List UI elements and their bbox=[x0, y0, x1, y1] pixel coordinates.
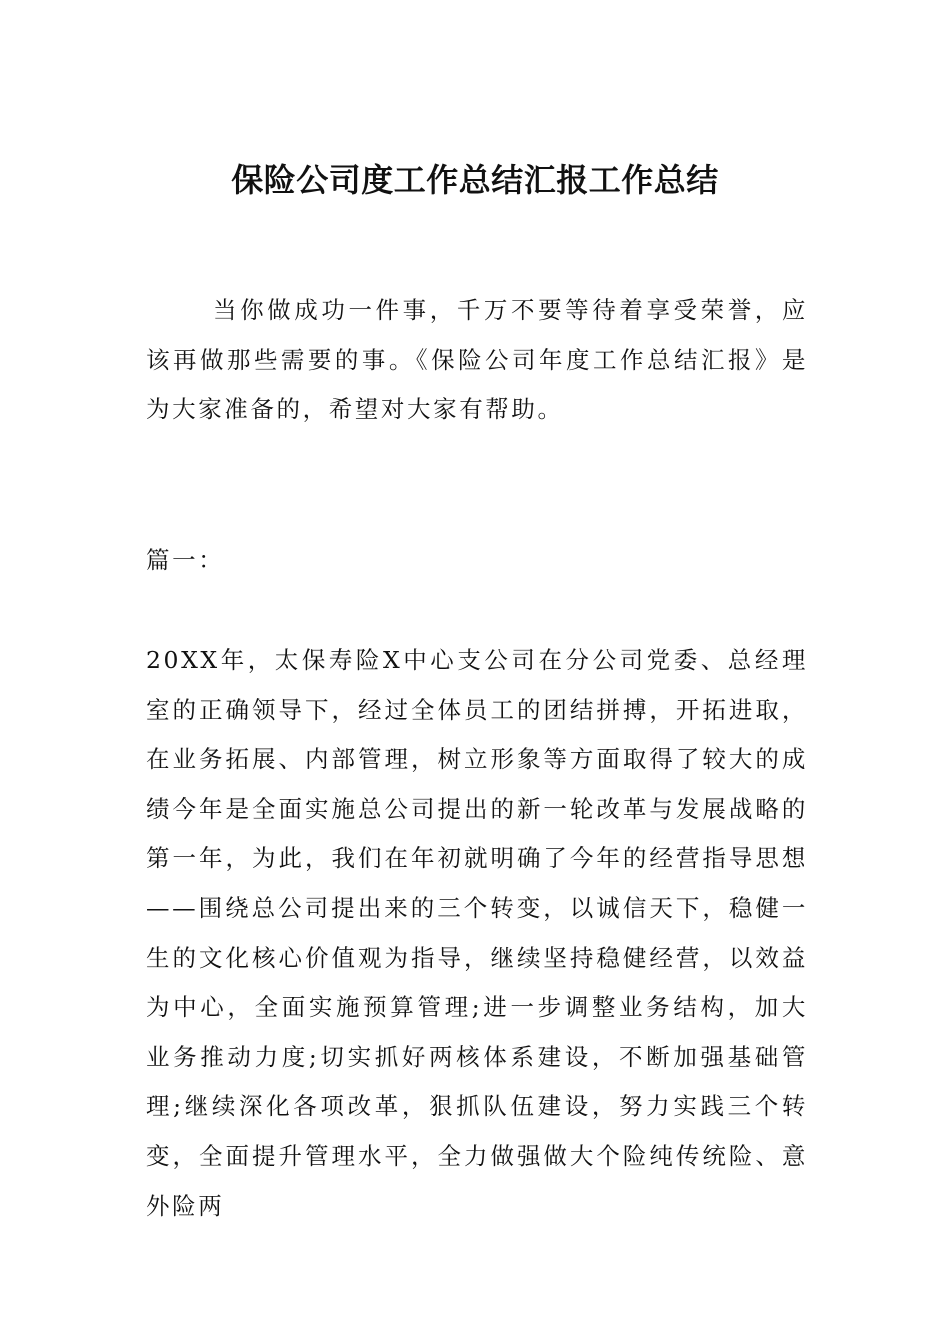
document-title: 保险公司度工作总结汇报工作总结 bbox=[231, 161, 719, 199]
section-label: 篇一： bbox=[146, 546, 225, 574]
intro-paragraph: 当你做成功一件事，千万不要等待着享受荣誉，应该再做那些需要的事。《保险公司年度工作总结汇报》是为大家准备的，希望对大家有帮助。 bbox=[146, 296, 808, 424]
body-paragraph: 20XX年，太保寿险X中心支公司在分公司党委、总经理室的正确领导下，经过全体员工的团结拼搏，开拓进取，在业务拓展、内部管理，树立形象等方面取得了较大的成绩今年是全面实施总公司提出的新一轮改革与发展战略的第一年，为此，我们在年初就明确了今年的经营指导思想——围绕总公司提出来的三个转变，以诚信天下，稳健一生的文化核心价值观为指导，继续坚持稳健经营，以效益为中心，全面实施预算管理;进一步调整业务结构，加大业务推动力度;切实抓好两核体系建设，不断加强基础管理;继续深化各项改革，狠抓队伍建设，努力实践三个转变，全面提升管理水平，全力做强做大个险纯传统险、意外险两 bbox=[146, 646, 808, 1220]
